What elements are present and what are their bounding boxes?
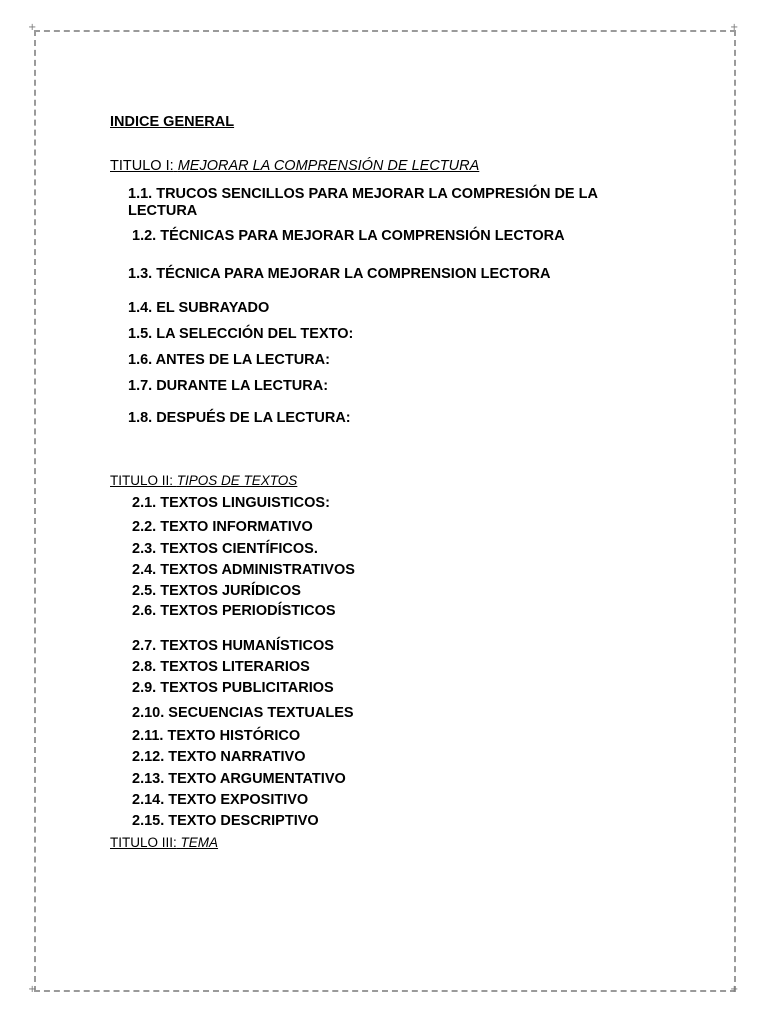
titulo-1-heading xyxy=(110,158,479,175)
index-title: INDICE GENERAL xyxy=(110,114,235,130)
toc-item: 1.8. DESPUÉS DE LA LECTURA: xyxy=(128,410,351,426)
toc-item: 2.3. TEXTOS CIENTÍFICOS. xyxy=(132,541,318,557)
toc-item: 2.6. TEXTOS PERIODÍSTICOS xyxy=(132,603,336,619)
toc-item: 1.2. TÉCNICAS PARA MEJORAR LA COMPRENSIÓN LECTORA xyxy=(132,228,565,244)
toc-item: 2.1. TEXTOS LINGUISTICOS: xyxy=(132,495,330,511)
toc-item: 2.12. TEXTO NARRATIVO xyxy=(132,749,306,765)
titulo-2-prefix: TITULO II: xyxy=(110,473,174,488)
toc-item: 2.8. TEXTOS LITERARIOS xyxy=(132,659,310,675)
toc-item: 1.7. DURANTE LA LECTURA: xyxy=(128,378,329,394)
toc-item: 2.14. TEXTO EXPOSITIVO xyxy=(132,792,309,808)
toc-item: 2.13. TEXTO ARGUMENTATIVO xyxy=(132,771,346,787)
toc-item: 1.5. LA SELECCIÓN DEL TEXTO: xyxy=(128,326,354,342)
corner-mark-bottom-left: + xyxy=(28,984,37,995)
toc-item: 2.11. TEXTO HISTÓRICO xyxy=(132,728,301,744)
toc-item: 2.5. TEXTOS JURÍDICOS xyxy=(132,583,301,599)
toc-item: 1.4. EL SUBRAYADO xyxy=(128,300,270,316)
titulo-1-prefix: TITULO I: xyxy=(110,158,174,174)
titulo-2-heading xyxy=(110,472,297,489)
titulo-3-title: TEMA xyxy=(180,835,219,850)
toc-item: 1.3. TÉCNICA PARA MEJORAR LA COMPRENSION LECTORA xyxy=(128,266,551,282)
toc-item: 1.6. ANTES DE LA LECTURA: xyxy=(128,352,330,368)
corner-mark-bottom-right: + xyxy=(730,984,739,995)
toc-item: 1.1. TRUCOS SENCILLOS PARA MEJORAR LA COMPRESIÓN DE LA LECTURA xyxy=(128,186,598,219)
toc-item: 2.10. SECUENCIAS TEXTUALES xyxy=(132,705,354,721)
titulo-2-title: TIPOS DE TEXTOS xyxy=(176,473,298,488)
toc-item: 2.4. TEXTOS ADMINISTRATIVOS xyxy=(132,562,355,578)
titulo-3-prefix: TITULO III: xyxy=(110,835,177,850)
toc-item: 2.9. TEXTOS PUBLICITARIOS xyxy=(132,680,334,696)
toc-item: 2.2. TEXTO INFORMATIVO xyxy=(132,519,313,535)
titulo-1-title: MEJORAR LA COMPRENSIÓN DE LECTURA xyxy=(177,158,480,174)
toc-item: 2.15. TEXTO DESCRIPTIVO xyxy=(132,813,319,829)
toc-item: 2.7. TEXTOS HUMANÍSTICOS xyxy=(132,638,334,654)
titulo-3-heading xyxy=(110,834,218,851)
corner-mark-top-right: + xyxy=(730,22,739,33)
corner-mark-top-left: + xyxy=(28,22,37,33)
